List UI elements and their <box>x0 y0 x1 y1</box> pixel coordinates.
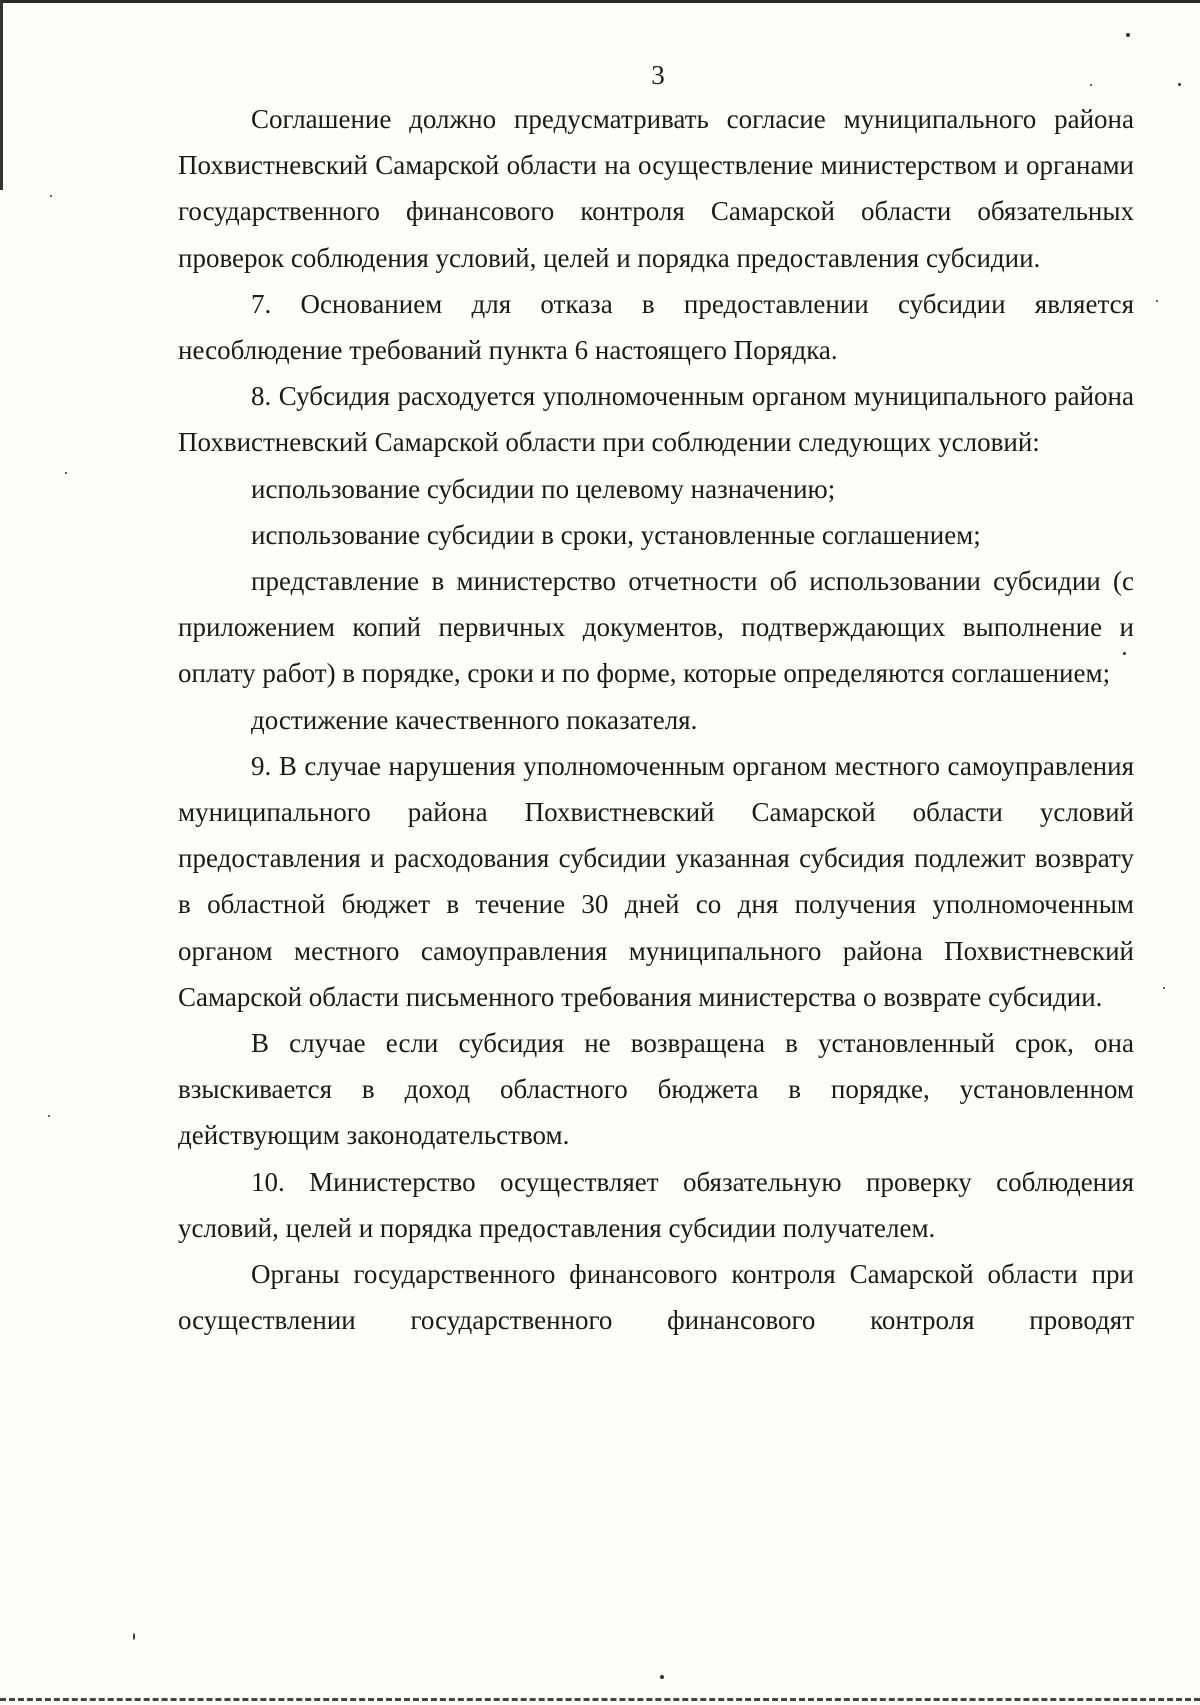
page-number: 3 <box>651 60 665 90</box>
scan-speck <box>1156 300 1158 302</box>
paragraph-condition-reporting: представление в министерство отчетности об использовании субсидии (с приложением копий первичных документов, подтверждающих выполнение и оплату работ) в порядке, сроки и по форме, которые определяются соглашением; <box>178 566 1134 689</box>
paragraph-point-8: 8. Субсидия расходуется уполномоченным органом муниципального района Похвистневский Самарской области при соблюдении следующих условий: <box>178 381 1134 458</box>
scan-speck <box>65 472 67 474</box>
paragraph-condition-indicator: достижение качественного показателя. <box>251 704 698 735</box>
scan-speck <box>1126 33 1130 37</box>
scan-speck <box>660 1675 664 1679</box>
scan-edge-bottom <box>0 1698 1200 1701</box>
paragraph-condition-terms: использование субсидии в сроки, установленные соглашением; <box>251 519 981 550</box>
scan-speck <box>50 195 52 197</box>
paragraph-control-bodies: Органы государственного финансового контроля Самарской области при осуществлении государственного финансового контроля проводят <box>178 1259 1134 1336</box>
scan-speck <box>1163 987 1165 989</box>
scan-edge-top <box>0 0 1200 3</box>
paragraph-agreement-consent: Соглашение должно предусматривать согласие муниципального района Похвистневский Самарской области на осуществление министерством и органами государственного финансового контроля Самарской области обязательных проверок соблюдения условий, целей и порядка предоставления субсидии. <box>178 104 1134 273</box>
scan-edge-left <box>0 0 3 190</box>
paragraph-point-7: 7. Основанием для отказа в предоставлении субсидии является несоблюдение требований пункта 6 настоящего Порядка. <box>178 288 1134 366</box>
paragraph-point-9: 9. В случае нарушения уполномоченным органом местного самоуправления муниципального района Похвистневский Самарской области условий предоставления и расходования субсидии указанная субсидия подлежит возврату в областной бюджет в течение 30 дней со дня получения уполномоченным органом местного самоуправления муниципального района Похвистневский Самарской области письменного требования министерства о возврате субсидии. <box>178 750 1134 1012</box>
paragraph-condition-purpose: использование субсидии по целевому назначению; <box>251 473 836 504</box>
paragraph-refund-recovery: В случае если субсидия не возвращена в установленный срок, она взыскивается в доход областного бюджета в порядке, установленном действующим законодательством. <box>178 1028 1134 1151</box>
paragraph-point-10: 10. Министерство осуществляет обязательную проверку соблюдения условий, целей и порядка предоставления субсидии получателем. <box>178 1166 1134 1243</box>
document-body <box>178 96 1134 1343</box>
scan-speck <box>48 1115 50 1117</box>
scan-speck <box>133 1633 135 1640</box>
